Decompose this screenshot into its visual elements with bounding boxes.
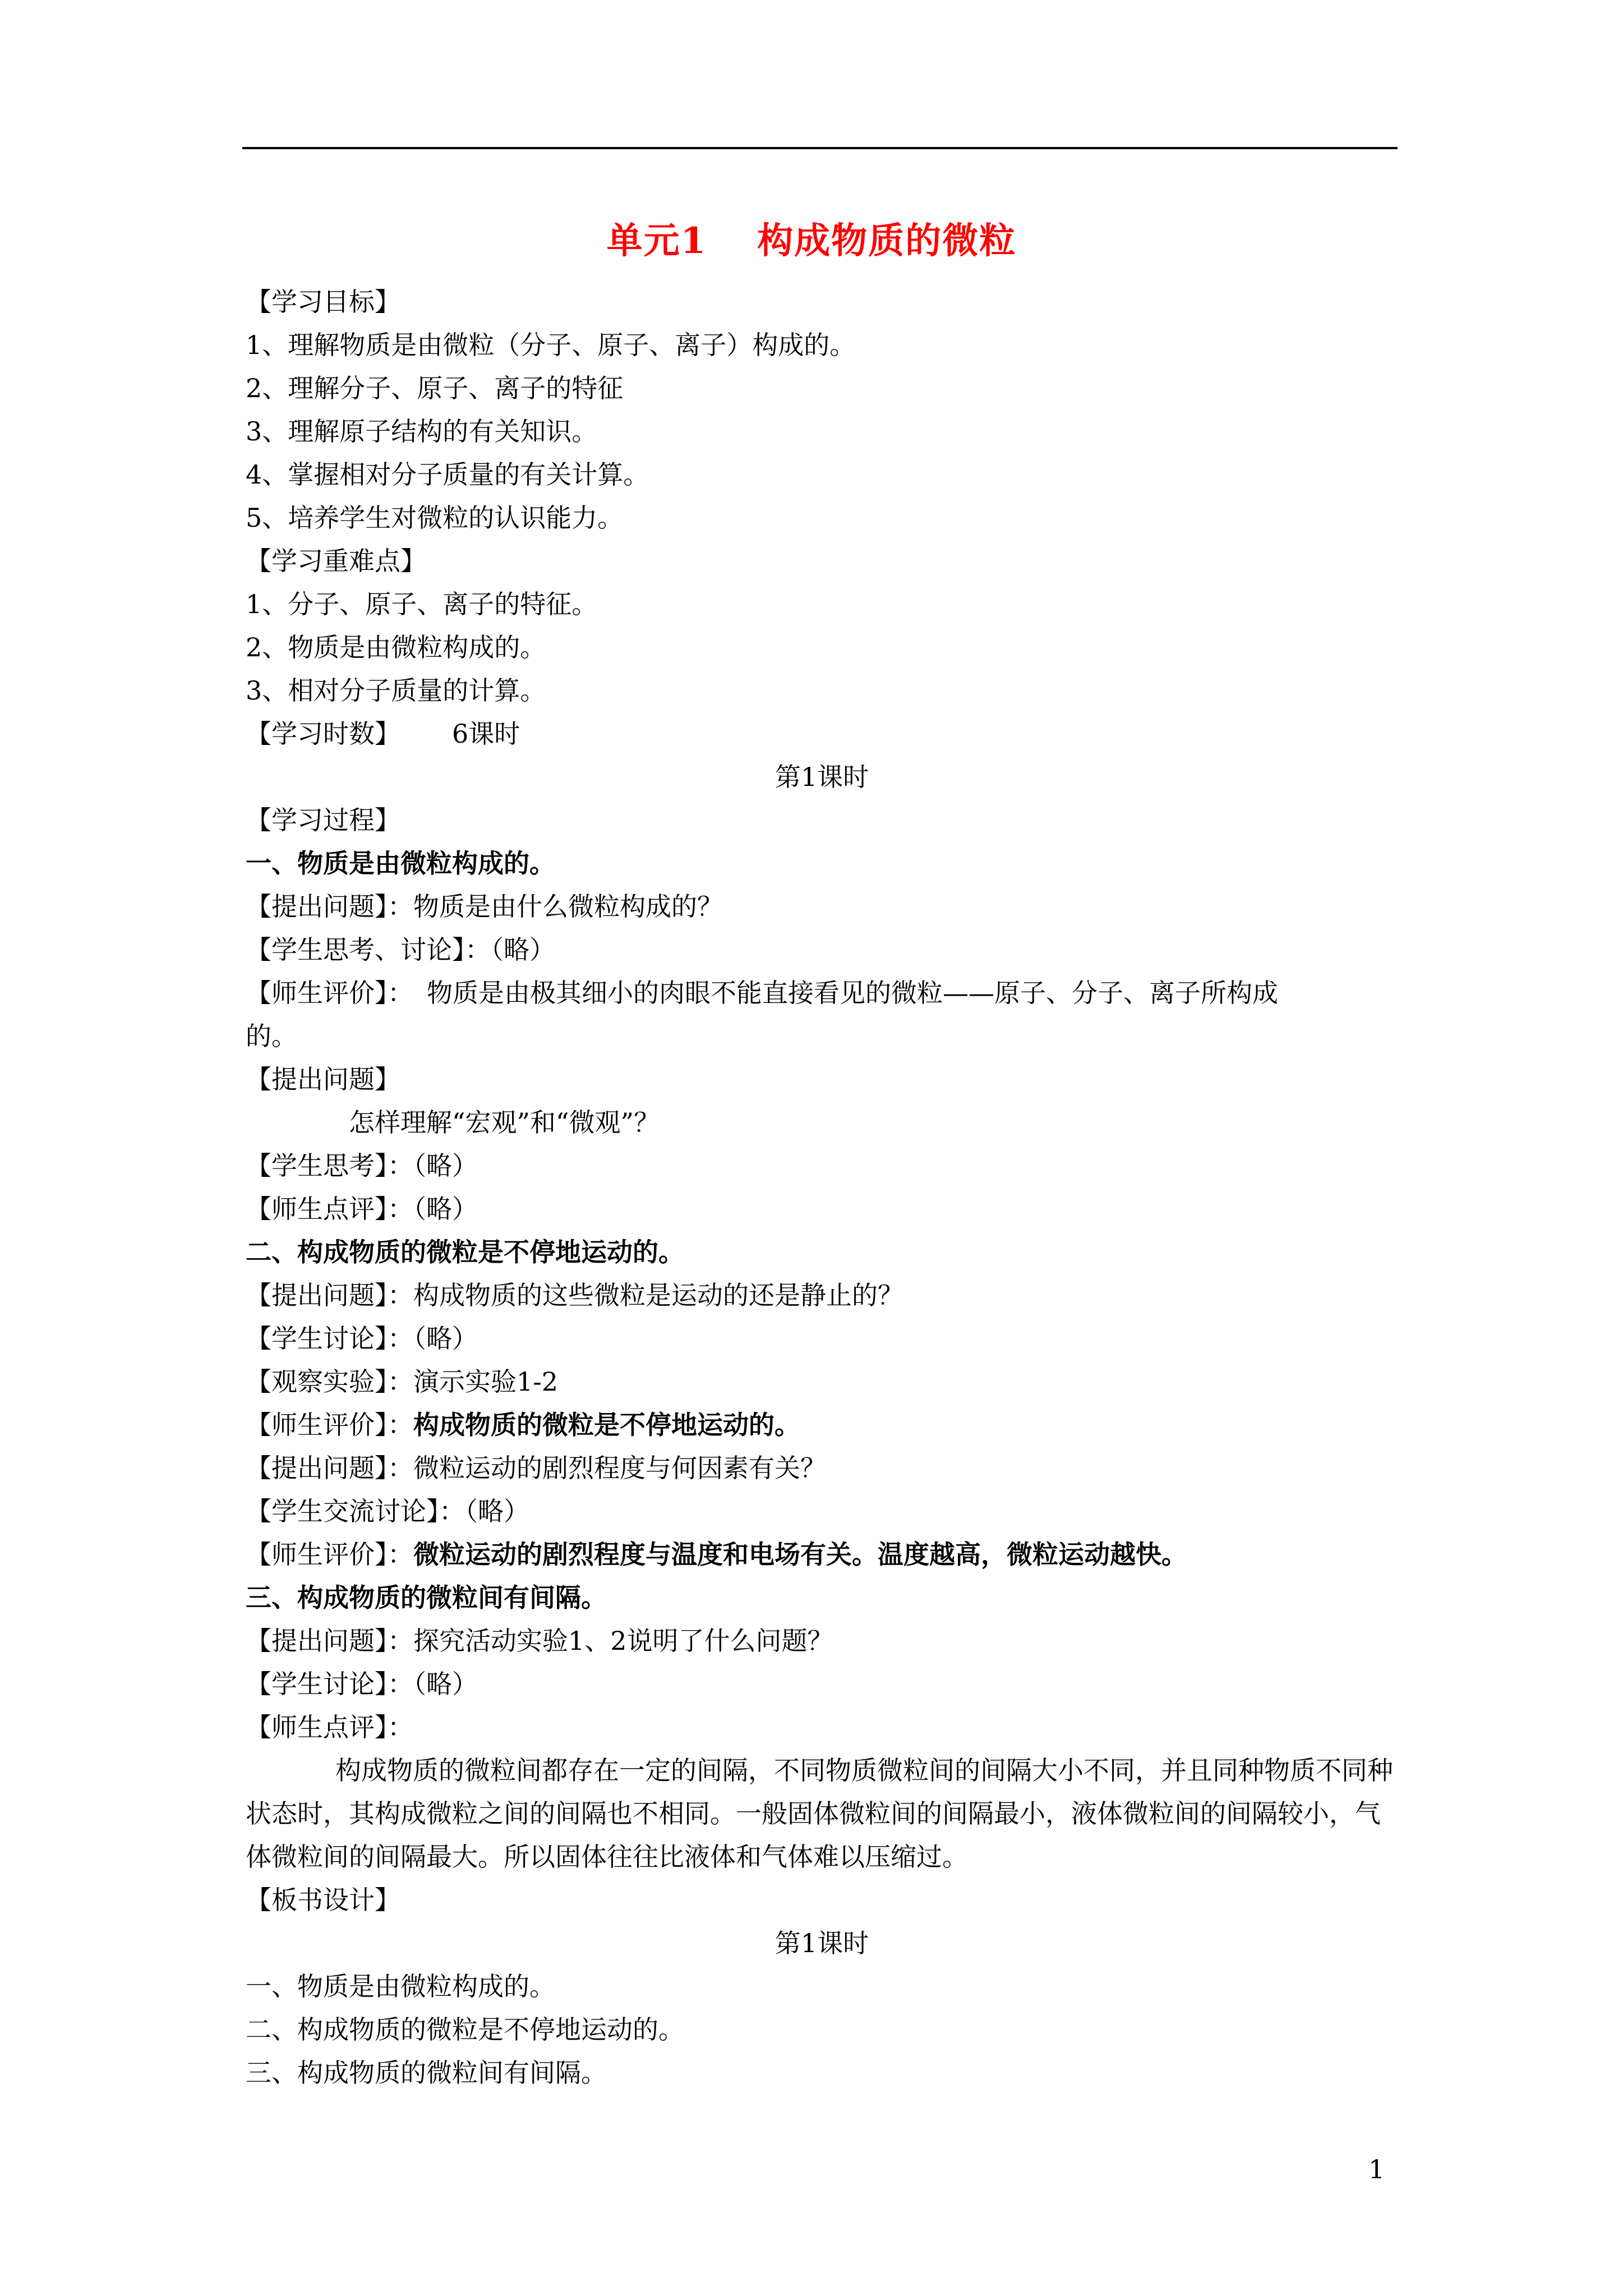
- page-number: 1: [1368, 2154, 1385, 2184]
- board-item: 三、构成物质的微粒间有间隔。: [246, 2058, 607, 2088]
- question-label: 【提出问题】：: [246, 891, 413, 922]
- title-unit: 单元1: [606, 220, 707, 262]
- question-text: 物质是由什么微粒构成的？: [413, 891, 723, 922]
- key-point-item: 3、相对分子质量的计算。: [246, 675, 546, 706]
- board-heading: 【板书设计】: [246, 1885, 400, 1915]
- question-label: 【提出问题】: [246, 1064, 400, 1094]
- objective-item: 2、理解分子、原子、离子的特征: [246, 373, 624, 403]
- section1-heading: 一、物质是由微粒构成的。: [246, 848, 555, 878]
- question-line: [246, 1274, 1398, 1317]
- question-line: [246, 885, 1398, 928]
- question-line: [246, 1447, 1398, 1490]
- section2-heading: 二、构成物质的微粒是不停地运动的。: [246, 1237, 684, 1267]
- section3-heading: 三、构成物质的微粒间有间隔。: [246, 1582, 607, 1613]
- question-text: 构成物质的这些微粒是运动的还是静止的？: [413, 1280, 903, 1310]
- teacher-comment-text: 构成物质的微粒间都存在一定的间隔，不同物质微粒间的间隔大小不同，并且同种物质不同种状态时，其构成微粒之间的间隔也不相同。一般固体微粒间的间隔最小，液体微粒间的间隔较小，气体微粒间的间隔最大。所以固体往往比液体和气体难以压缩过。: [246, 1755, 1393, 1872]
- key-points-heading: 【学习重难点】: [246, 546, 426, 576]
- board-item: 一、物质是由微粒构成的。: [246, 1971, 555, 2001]
- key-point-item: 1、分子、原子、离子的特征。: [246, 589, 598, 619]
- evaluation-line: [246, 972, 1398, 1015]
- evaluation-text: 微粒运动的剧烈程度与温度和电场有关。温度越高，微粒运动越快。: [413, 1539, 1187, 1570]
- title-text: 构成物质的微粒: [757, 220, 1017, 262]
- header-rule: [242, 147, 1398, 149]
- objective-item: 1、理解物质是由微粒（分子、原子、离子）构成的。: [246, 330, 856, 360]
- hours-value: 6课时: [452, 719, 520, 749]
- evaluation-continued: 的。: [246, 1021, 297, 1051]
- hours-line: [246, 712, 1398, 756]
- question-label: 【提出问题】：: [246, 1626, 413, 1656]
- student-discussion: 【学生交流讨论】：（略）: [246, 1496, 529, 1526]
- evaluation-label: 【师生评价】：: [246, 978, 413, 1008]
- evaluation-text: 构成物质的微粒是不停地运动的。: [413, 1410, 800, 1440]
- question-text: 怎样理解“宏观”和“微观”？: [349, 1107, 660, 1138]
- student-think: 【学生思考、讨论】：（略）: [246, 935, 555, 965]
- hours-label: 【学习时数】: [246, 719, 400, 749]
- student-think: 【学生思考】：（略）: [246, 1151, 478, 1181]
- evaluation-label: 【师生评价】：: [246, 1410, 413, 1440]
- objective-item: 3、理解原子结构的有关知识。: [246, 416, 598, 447]
- teacher-comment: 【师生点评】：（略）: [246, 1194, 478, 1224]
- lesson-title: 第1课时: [774, 762, 869, 792]
- objective-item: 5、培养学生对微粒的认识能力。: [246, 503, 624, 533]
- evaluation-text: 物质是由极其细小的肉眼不能直接看见的微粒——原子、分子、离子所构成: [427, 978, 1278, 1008]
- question-text: 微粒运动的剧烈程度与何因素有关？: [413, 1453, 826, 1483]
- page-title: [0, 213, 1623, 269]
- board-title: 第1课时: [774, 1928, 869, 1958]
- question-line: [246, 1619, 1398, 1663]
- objectives-heading: 【学习目标】: [246, 287, 400, 317]
- student-discussion: 【学生讨论】：（略）: [246, 1323, 478, 1354]
- experiment-line: [246, 1360, 1398, 1404]
- objective-item: 4、掌握相对分子质量的有关计算。: [246, 459, 649, 490]
- question-label: 【提出问题】：: [246, 1280, 413, 1310]
- evaluation-line: [246, 1404, 1398, 1447]
- evaluation-line: [246, 1533, 1398, 1576]
- process-heading: 【学习过程】: [246, 805, 400, 835]
- evaluation-label: 【师生评价】：: [246, 1539, 413, 1570]
- student-discussion: 【学生讨论】：（略）: [246, 1669, 478, 1699]
- document-body: [246, 280, 1398, 2095]
- board-item: 二、构成物质的微粒是不停地运动的。: [246, 2014, 684, 2045]
- question-text: 探究活动实验1、2说明了什么问题？: [413, 1626, 833, 1656]
- question-label: 【提出问题】：: [246, 1453, 413, 1483]
- teacher-comment-paragraph: [246, 1749, 1398, 1879]
- experiment-label: 【观察实验】：: [246, 1366, 413, 1397]
- experiment-text: 演示实验1-2: [413, 1366, 559, 1397]
- teacher-comment-label: 【师生点评】：: [246, 1712, 413, 1742]
- key-point-item: 2、物质是由微粒构成的。: [246, 632, 546, 662]
